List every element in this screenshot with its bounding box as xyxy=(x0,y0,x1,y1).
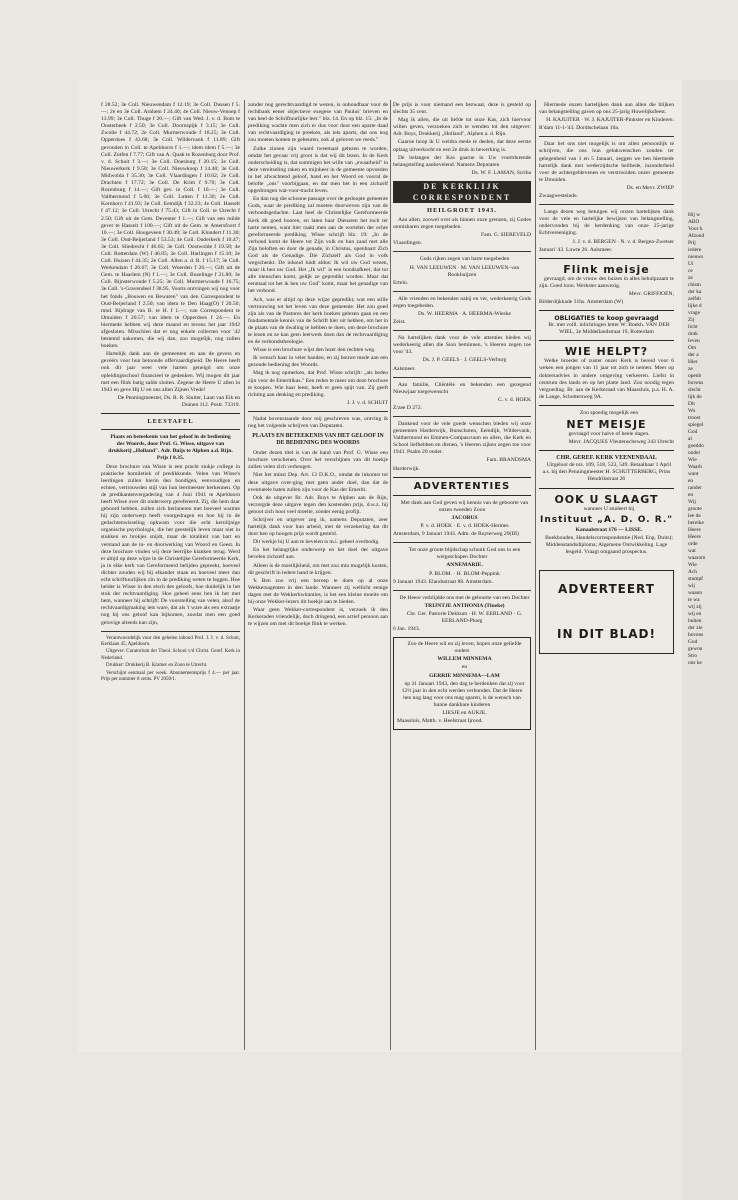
divider xyxy=(539,405,674,406)
notice-place: Maassluis, Matth. v. Heelstraat Ijrood. xyxy=(397,718,483,725)
strip-fragment: wij zij xyxy=(688,604,702,610)
paragraph: Schrijver en uitgever zeg ik, namens Deputaten, zeer hartelijk dank voor hun arbeid, met de verzekering dat dit door hen op hoogen prijs wordt gesteld. xyxy=(248,516,388,538)
divider xyxy=(393,416,531,417)
book-title: Plaats en beteekenis van het geloof in de bediening des Woords, door Prof. G. Wisse, uitgave van drukkerij „Holland". Adr. Buijs te Alphen a.d. Rijn. Prijs f 0.35. xyxy=(108,434,233,462)
wanted-ad-contact: Mevr. GRIFFIOEN, xyxy=(628,290,674,297)
treasurer-signature: De Penningmeester, Ds. R. R. Sluiter, Laan van Eik en Duinen 112. Postr. 73319. xyxy=(117,394,240,408)
strip-fragment: Afzond xyxy=(688,233,705,239)
strip-fragment: want xyxy=(688,471,699,477)
strip-fragment: al xyxy=(688,436,692,442)
strip-fragment: God xyxy=(688,429,698,435)
school-address: Kanaalstraat 176 — LISSE. xyxy=(575,526,643,533)
strip-fragment: vrage xyxy=(688,310,700,316)
paragraph: Mag ik nog opmerken, dat Prof. Wisse schrijft: „als beden zijn voor de Emeritikas." Een reden te meer om deze brochure te koopen. Wie haar leest, heeft er geen spijt van. Zij geeft richting aan denking en prediking. xyxy=(248,370,388,398)
strip-fragment: ons ke xyxy=(688,660,702,666)
greeting-place: Ertelo. xyxy=(393,279,409,286)
strip-fragment: goeddo xyxy=(688,443,704,449)
strip-fragment: bovens xyxy=(688,632,704,638)
greeting: Aan allen, zoowel over als binnen onze grenzen, zij Godes onmisbaren zegen toegebeden. xyxy=(393,217,531,231)
notice-signature: H. KAJUITER · W. J. KAJUITER-Pinkster en Kinderen. xyxy=(546,117,674,124)
greeting: Alle vrienden en bekenden nabij en ver, wederkeerig Gods zegen toegebeden. xyxy=(393,295,531,309)
strip-fragment: leven xyxy=(688,338,700,344)
parents: P. BLOM. · H. BLOM-Peppink xyxy=(429,570,500,577)
strip-fragment: chism xyxy=(688,282,701,288)
paragraph: De prijs is voor niemand een bezwaar, deze is gesteld op slechts 35 cent. xyxy=(393,102,531,116)
strip-fragment: lijke d xyxy=(688,303,702,309)
heilgroet-heading: HEILGROET 1943. xyxy=(427,206,497,214)
greeting-place: Harderwijk. xyxy=(393,465,420,472)
book-review: Deze brochure van Wisse is een pracht stukje college in praktische homiletiek of predikkunde. Velen van Wisse's leerlingen zullen hierin den bondigen, eenvoudigen en echten, vertrouwden stijl van hun leermeester herkennen. Op de predikantenvergadering van 4 Juni 1941 te Apeldoorn heeft Wisse over dit onderwerp gerefereerd. Zij, die hem daar gehoord hebben, zullen zich herinneren met hoeveel warmte hij zijn onderwerp heeft voorgedragen en hoe hij in de gedachtenwisseling opkwam voor die echt kernlijnige organische psychologie, die het geestelijk leven maar niet in stukken en brokjes snijdt, maar de totaliteit van hart en verstand aan de in- en doorwerking van Woord en Geest. In deze brochure vinden wij deze leerrijke klanken terug. Werd er altijd op deze wijze in de Christelijke Gereformeerde Kerk, ja in elke kerk van Gereformeerd belijden gepreekt, hoeveel dichter zouden wij bij elkander staan en hoeveel meer dan echt schriftuurlijken zin in de prediking weten te leggen. Hoe helder is Wisse in den eisch des geloofs, hoe duidelijk in het stuk der rechtvaardiging. Hoe geheel eens ben ik het met hem, wanneer hij schrijft: De voorstelling van velen, alsof de rechtvaardigmaking iets ware, dat als 't ware als een extraatje nog bij ons geloof kan bijkomen, zoodat men een goed gelovige alreeds kan zijn, xyxy=(101,463,240,626)
strip-fragment: bovens xyxy=(688,380,704,386)
column-3 xyxy=(393,102,531,1042)
strip-fragment: orde xyxy=(688,541,698,547)
strip-fragment: der zie xyxy=(688,625,703,631)
greeting-signature: Ds. J. P. GEELS · J. GEELS-Verburg xyxy=(422,357,507,364)
strip-fragment: Zij xyxy=(688,317,695,323)
strip-fragment: wat xyxy=(688,548,696,554)
strip-fragment: waarom xyxy=(688,555,706,561)
paragraph: Ook de uitgever Br. Adr. Buys te Alphen aan de Rijn, verzorgde deze uitgave tegen den kostenden prijs, d.w.z. hij genoot zich hooi veel moeite, zonder eenig profijt. xyxy=(248,494,388,515)
birth-notice: De Heere verblijdde ons met de geboorte van een Dochter xyxy=(399,594,530,601)
strip-fragment: drok xyxy=(688,331,698,337)
notice-date: R'dam 11-1-'43. Dordtschelaan 10a. xyxy=(539,125,620,132)
paragraph: Zulke zinnen zijn waard tweemaal gelezen te worden, omdat het gevaar vrij groot is dat wij dit lezen. In de Kerk onderscheiding is, dat sommigen het wille van „ewaarheid" in deze vereitseling raken en mijnheer in de gemeente opvoeden in het afwachtend geloof, hand en het Woord en vooral de belofte „ons" voorbijgaan, en dat men het in een zichzelf opgedrongen wat-voor-tracht leven. xyxy=(248,145,388,195)
notice-date: 9 Januari 1943. Elandsstraat 88. Amsterdam. xyxy=(393,578,494,585)
greeting-place: Vlaardingen. xyxy=(393,240,423,247)
divider xyxy=(393,377,531,378)
notice-date: Januari '43. Luwte 26. Aalsmeer. xyxy=(539,246,613,253)
strip-fragment: zelfsb xyxy=(688,296,701,302)
notice-place: Zwaagwesteinde. xyxy=(539,193,578,200)
article-title: PLAATS EN BETEEKENIS VAN HET GELOOF IN DE BEDIENING DES WOORDS xyxy=(252,433,384,447)
divider xyxy=(101,631,240,632)
strip-fragment: God xyxy=(688,639,698,645)
strip-fragment: te wa xyxy=(688,597,700,603)
strip-fragment: wij xyxy=(688,583,695,589)
paragraph: Ik wensch haar in veler handen, en zij bouwe mede aan een gezonde bediening des Woords. xyxy=(248,355,388,369)
paragraph: Onder dezen titel is van de hand van Prof. G. Wisse een brochure verschenen. Over het verschijnen van dit boekje zullen velen zich verheugen. xyxy=(248,450,388,471)
wife-name: GERRIE MINNEMA—LAM xyxy=(429,672,500,679)
greeting: Gods rijken zegen van harte toegebeden xyxy=(419,256,510,263)
column-rule-3 xyxy=(535,100,536,1050)
greeting: Dankend voor de vele goede wenschen bieden wij onze gemeenten Harderwijk, Bunschoten, Eemdijk, Wildervank, Valthermond en Emmen-Compascuum en allen, die Kerk en School liefhebben en dienen, 's Heeren zijken zegen toe voor 1943. Psalm 20 onder. xyxy=(393,421,531,456)
strip-fragment: der ka xyxy=(688,289,702,295)
strip-fragment: stumpf xyxy=(688,576,703,582)
greeting: Aan familie, Cliëntèle en bekenden een gezegend Nieuwjaar toegewenscht xyxy=(393,381,531,395)
divider xyxy=(101,413,240,414)
strip-fragment: onder xyxy=(688,450,701,456)
colophon-line: Verschijnt eenmaal per week. Abonnementsprijs f 4.— per jaar. Prijs per nummer 8 cents. PV 2050/1. xyxy=(101,670,240,683)
greeting-signature: C. v. d. HOEK xyxy=(498,396,531,403)
strip-fragment: lijk de xyxy=(688,394,702,400)
strip-fragment: rander xyxy=(688,485,702,491)
greeting-signature: Fam. BRANDSMA xyxy=(486,457,531,464)
strip-fragment: Heere xyxy=(688,534,701,540)
conjunction: en xyxy=(461,664,468,671)
leestafel-heading: LEESTAFEL xyxy=(147,418,194,426)
review-continued: zonder nog gerechtvaardigd te wezen, is onhoudbaar voor de rechtbank eener objectieve exegese van Paulus' brieven en van heel de Schriftuurlijke leer." blz. 14. En op blz. 15: „In de prediking wachte men zich er dus voor door een aparte daad van rechtvaardiging te preeken, als iets aparts, dat ons nog zou moeten komen te gebeuren, ook al geloven we reeds." xyxy=(248,102,388,144)
child-name: TRIJNTJE ANTHONIA (Tineke) xyxy=(424,602,505,609)
strip-fragment: Prij xyxy=(688,240,696,246)
paragraph: Wisse is een brochure wijst den lezer den rechten weg. xyxy=(253,347,376,354)
obligaties-ad-text: Br. met volll. inlichtingen letter W: Boekh. VAN DER WIEL, 2e Middellandstraat 19, Rotterdam xyxy=(548,322,670,336)
collection-list: f 28.52; 3e Coll. Nieuwendam f 12.19; 3e Coll. Dussen f 5.—; 2e en 3e Coll. Arnhem f 24.40; 4e Coll. Nieuw-Vennep f 13.99; 3e Coll. Thuge f 20.—; Gift van Wed. J. v. d. Bom te Oosterbeek f 2.50; 3e Coll. Doornspijk f 3.15; 3e Coll. Zwolle f 44.72; 2e Coll. Murmerwoude f 18.25; 3e Coll. Opperdoes f 43.68; 3e Coll. Wildervank f 11.89; Gift gevonden in Coll. te Apeldoorn f 1.—; idem idem f 5.—; 3e Coll. Zutfen f 7.77; Gift van A. Quak te Rozenburg door Prof. v. d. Schuit f 3.—; 3e Coll. Doesburg f 20.15; 3e Coll. Nieuwerkerk f 9.50; 3e Coll. Nieuwkoop f 14.40; 3e Coll. Midwolda f 35.30; 3e Coll. Vlaardingen f 10.62; 2e Coll. Drachten f 17.72; 3e Coll. De Krim f 9.70; 3e Coll. Rozenburg f 14.—; Gift gev. in Coll. f 10.—; 3e Coll. Valthermond f 5.66; 3e Coll. Lutten f 11.30; 2e Coll. Kornhorn f 41.93; 3e Coll. Eemdijk f 32.23; 4e Coll. Hasselt f 47.12; 3e Coll. Utrecht f 75.43; Gift in Coll. te Utrecht f 2.50; Gift uit de Gem. Deventer f 1.—; Gift van een milde gever te Hasselt f 100.—; Gift uit de Gem. te Amersfoort f 10.—; 3e Coll. Hoogeveen f 30.49; 3e Coll. Klundert f 11.30; 3e Coll. Oud-Beijerland f 53.53; 4e Coll. Ouderkerk f 10.47; 3e Coll. Sliedrecht f 46.65; 3e Coll. Oostwolde f 19.58; 4e Coll. Rotterdam (W) f 46.05; 3e Coll. Harlingen f 15.10; 2e Coll. Huizen f 44.35; 2e Coll. Allen a. d. R. f 15.17; 3e Coll. Werkendam f 26.67; 3e Coll. Woerden f 26.—; Gift uit de Gem. te Haarlem (N) f 1.—; 3e Coll. Bozelinge f 21.80; 3e Coll. Bijnsterwoude f 5.25; 3e Coll. Murmerwoude f 16.75; 3e Coll. 's-Gravendeel f 38.95. Voorts ontvingen wij nog voor het fonds „Bouwen en Bewaren" van den Correspondent te Oud-Beijerland f 2.50; van idem te Den Haag(O) f 20.50; mnd. Bijdrage van B. te H. f 1.—; van Correspondent te IJmuiden f 20.57; van idem te Opperdoes f 24.—. En hiermede hebben wij deze maand en tevens het jaar 1942 afgesloten. Misschien dat er nog enkele collecten voor '42 bestemd nakomen, die wij dan, zoo mogelijk, nog zullen boeken. xyxy=(101,102,240,350)
school-ad-intro: wanneer U studeert bij xyxy=(583,505,635,512)
wanted-ad-title: Flink meisje xyxy=(563,262,650,276)
paragraph: En dan nog die schoone passage over de gedoopte gemeente Gods, waar de prediking zal moeten doorweven zijn van de verbondsgedachte. Laat heel de Christelijke Gereformeerde Kerk dit goed hooren, en laten haar Dienaren het toch ter harte nemen, want hier raakt men aan de wortelen der echte gereformeerde prediking. Wisse schrijft blz. 19: „In de verbond komt de Heere tot Zijn volk en hun zaad met alle Zijn beloften en door de genade, in Christus, openbaart Zich God als de Genadige. Die Zichzelf als God in volk wegschenkt. De inhoud luidt aldus: Ik wil uw God wezen, maar ik ben uw God. Het „Ik wil" is een bondsafkeer, dat tot alle menschen komt, gelijk ze gepredikt worden. Maar dat eenmaal tot het ik ben uw God" komt, maar het genadige van het verbond. xyxy=(248,196,388,295)
husband-name: WILLEM MINNEMA xyxy=(437,656,492,663)
divider xyxy=(393,495,531,496)
school-ad-title: OOK U SLAAGT xyxy=(554,492,659,506)
strip-fragment: Heere xyxy=(688,527,701,533)
help-ad-title: WIE HELPT? xyxy=(564,345,649,359)
strip-fragment: wij en xyxy=(688,611,702,617)
strip-fragment: Wie xyxy=(688,562,697,568)
strip-fragment: waann xyxy=(688,590,703,596)
paragraph: Gaarne hoop ik U weldra mede te deelen, dat deze eerste oplaag uitverkocht en een 2e druk in bewerking is. xyxy=(393,139,531,153)
children-names: LIESJE en AUKJE. xyxy=(442,710,487,716)
strip-fragment: openb xyxy=(688,373,702,379)
paragraph: Mag ik allen, die uit liefde tot onze Kas, zich hiervoor willen geven, verzoeken zich te wenden tot den uitgever: Adr. Buys, Drukkerij „Holland", Alphen a. d. Rijn. xyxy=(393,117,531,138)
divider xyxy=(539,310,674,311)
church-ad-text: Uitgeloot de nrs. 109, 518, 523, 549. Betaalbaar 1 April a.s. bij den Penningmeester H. SCHUTTERBERG, Prins Hendrikstraat 26 xyxy=(542,462,672,483)
greeting-place: Aalsmeer. xyxy=(393,365,416,372)
maid-ad-intro: Zoo spoedig mogelijk een xyxy=(579,409,639,416)
birth-notice: Tot onze groote blijdschap schonk God ons in een welgeschapen Dochter xyxy=(408,547,521,561)
column-2 xyxy=(248,102,388,1042)
strip-fragment: Wij xyxy=(688,499,696,505)
advertise-box xyxy=(539,570,674,654)
notice-signature: Ds. en Mevr. ZWIEP xyxy=(626,184,674,191)
notice-date: 6 Jan. 1943. xyxy=(393,626,421,633)
strip-fragment: iedere xyxy=(688,247,702,253)
strip-fragment: slecht xyxy=(688,387,701,393)
colophon-line: Drukker: Drukkerij B. Kramer en Zoon te Utrecht. xyxy=(106,663,208,669)
colophon-line: Uitgever: Curatorium der Theol. School v/d Christ. Geref. Kerk in Nederland. xyxy=(101,649,240,661)
advertise-line-1: ADVERTEERT xyxy=(558,582,655,597)
wanted-ad-text: gevraagd, om de vrouw des huizes in alles behulpzaam te zijn. Goed loon. Werkster aanwezig. xyxy=(539,275,674,289)
parents: P. v. d. HOEK · E. v. d. HOEK-Hermes xyxy=(420,523,509,530)
divider xyxy=(539,450,674,451)
birth-notice: Met dank aan God geven wij kennis van de geboorte van onzen tweeden Zoon xyxy=(400,499,529,513)
strip-fragment: ze xyxy=(688,275,693,281)
divider xyxy=(393,590,531,591)
strip-fragment: gewon xyxy=(688,646,703,652)
column-4 xyxy=(539,102,674,1042)
reviewer-signature: J. J. v. d. SCHUIT xyxy=(347,399,388,406)
church-ad-title: CHR. GEREF. KERK VEENENDAAL xyxy=(556,455,657,462)
strip-fragment: Ach xyxy=(688,569,697,575)
strip-fragment: groote xyxy=(688,506,702,512)
divider xyxy=(393,251,531,252)
maid-ad-contact: Mevr. JACQUES Vleutenscheweg 343 Utrecht xyxy=(568,439,674,446)
strip-fragment: Waarh xyxy=(688,464,702,470)
strip-fragment: bereike xyxy=(688,520,704,526)
notice-date: Amsterdam, 9 Januari 1943. Adm. de Ruyterweg 29(III) xyxy=(393,531,519,538)
strip-fragment: Stro xyxy=(688,653,697,659)
divider xyxy=(393,330,531,331)
strip-fragment: Ui xyxy=(688,261,694,267)
divider xyxy=(393,291,531,292)
divider xyxy=(393,477,531,478)
section-banner: DE KERKLIJK CORRESPONDENT xyxy=(393,181,531,203)
next-page-strip xyxy=(682,80,738,1200)
strip-fragment: troost xyxy=(688,415,701,421)
paragraph: Waar geen Wekker-correspondent is, verzoek ik den Kerkeraden vriendelijk, doch dringend, een actief persoon aan te wijzen om met dit boekje flink te werken. xyxy=(248,607,388,628)
strip-fragment: ABO xyxy=(688,219,700,225)
strip-fragment: Voor h xyxy=(688,226,703,232)
divider xyxy=(539,136,674,137)
strip-fragment: spiegel xyxy=(688,422,704,428)
school-ad-text: Boekhouden, Handelscorrespondentie (Ned. Eng. Duits); Middenstandsdiploma; Algemene Ontwikkeling. Lage lesgeld. Vraagt omgaand prospectus. xyxy=(545,534,673,555)
strip-fragment: Om xyxy=(688,345,697,351)
advertise-line-2: IN DIT BLAD! xyxy=(557,627,656,642)
greeting-signature: H. VAN LEEUWEN · M. VAN LEEUWEN–van Rookhuijzen xyxy=(409,264,520,278)
divider xyxy=(248,411,388,412)
school-name: Instituut „A. D. O. R." xyxy=(540,514,673,525)
strip-fragment: Wo xyxy=(688,408,696,414)
strip-fragment: ze xyxy=(688,366,693,372)
thanks-notice: Hiermede onzen hartelijken dank aan allen die blijken van belangstelling gaven op ons 25-jarig Huwelijksfeest. xyxy=(539,102,674,116)
strip-fragment: Dit xyxy=(688,401,695,407)
strip-fragment: ce xyxy=(688,268,693,274)
anniversary-notice xyxy=(393,637,531,730)
scriba-signature: Ds. W. F. LAMAN, Scriba xyxy=(471,169,531,176)
paragraph: Niet het minst Dep. Art. 13 D.K.O., omdat de inkomst tot deze uitgave over-ging met geen ander doel, dan dat de eventueele baten zullen zijn voor de Kas der Emeriti. xyxy=(248,472,388,493)
strip-fragment: en xyxy=(688,492,694,498)
strip-fragment: lee de xyxy=(688,513,701,519)
obligaties-ad-title: OBLIGATIES te koop gevraagd xyxy=(554,315,659,323)
greeting: Na hartelijken dank voor de vele attenties bieden wij wederkeerig allen die Sion beminnen, 's Heeren zegen toe voor '43. xyxy=(393,335,531,356)
anniversary-text: op 31 Januari 1943, den dag te herdenken dat zij voor 12½ jaar in den echt werden verbonden. Dat de Heere hen nog lang voor ons mag sparen, is de wensch van hunne dankbare kinderen xyxy=(401,680,525,708)
column-rule-2 xyxy=(390,100,391,1050)
notice-signature: J. J. v. d. BERGEN · N. v. d. Bergen-Zwetser xyxy=(572,238,674,245)
divider xyxy=(539,340,674,341)
strip-fragment: nieuws xyxy=(688,254,704,260)
greeting-place: Zeist. xyxy=(393,319,406,326)
divider xyxy=(539,258,674,259)
greeting-signature: Ds. W. HEERMA · A. HEERMA-Wieske xyxy=(418,310,511,317)
strip-fragment: en xyxy=(688,478,694,484)
child-name: ANNEMARIE. xyxy=(446,562,483,569)
paragraph: Alleen is de moeilijkheid, om met zoo min mogelijk kosten, dit geschrift in iedere hand te krijgen. xyxy=(248,562,388,576)
strip-fragment: Wie xyxy=(688,457,697,463)
thanks-notice: Langs dezen weg betuigen wij onzen hartelijken dank voor de vele en hartelijke bewijzen van belangstelling, ondervonden bij de herdenking van onze 25-jarige Echtvereeniging. xyxy=(539,209,674,237)
spacer xyxy=(543,596,670,628)
advertenties-heading: ADVERTENTIES xyxy=(413,480,511,492)
editor-note: Nadat bovenstaande door mij geschreven was, ontving ik nog het volgende schrijven van Deputaten. xyxy=(248,415,388,430)
strip-fragment: der a xyxy=(688,352,699,358)
help-ad-text: Welke broeder of zuster onzer Kerk is bereid voor 6 weken een jongen van 11 jaar tot zich te nemen. Meer op doktersadvies in andere omgeving verkeeren. Liefst in centrum des lands en op het platte land. Zoo noodig tegen vergoeding. Br. aan de Kerkeraad van Maassluis, p.a. H. A. de Lange, Schuttersweg 9A. xyxy=(539,358,674,400)
column-rule-1 xyxy=(244,100,245,1050)
maid-ad-title: NET MEISJE xyxy=(566,418,647,431)
anniversary-intro: Zoo de Heere wil en zij leven, hopen onze geliefde ouders xyxy=(407,641,522,655)
thanks-paragraph: Hartelijk dank aan de gemeenten en aan de gevers en gevéérs voor hun betoonde offervaardigheid. De Heere heeft ook dit jaar weer vele harten geneigd om onze opleidingsschool financieel te gedenken. Wij mogen dit jaar met een flink batig saldo sluiten. Zegene de Heere U allen in 1943 en geve Hij U en ons allen Zijnen Vrede! xyxy=(101,351,240,393)
paragraph: Ach, was er altijd op deze wijze gepredikt, wat een stille vertrouwing tot het leven van deze gemeente. Het zou goed zijn als van de Pastores der kerk boeken gelezen gaan en een fundamentale kennis van de Schrift hier uit hebben, om het in de plaats van de dwaling te hebben te doen, om deze brochure te lezen en ze kan geen leerwerk doen dan de rechtvaardiging en de verbondstheologie. xyxy=(248,296,388,346)
colophon-line: Verantwoordelijk voor den gehelen inhoud Prof. J. J. v. d. Schuit, Kerklaan 45, Apeldoorn. xyxy=(101,635,240,648)
column-1 xyxy=(101,102,240,1042)
colophon xyxy=(101,636,240,684)
wanted-ad-address: Bilderdijkkade 31hs. Amsterdam (W) xyxy=(539,298,624,305)
divider xyxy=(101,429,240,430)
greeting-place: Z/zee D 272. xyxy=(393,404,423,411)
maid-ad-text: gevraagd voor halve of heele dagen. xyxy=(568,431,650,437)
strip-fragment: Hij w xyxy=(688,212,701,218)
paragraph: 'k Ben zoo vrij een beroep te doen op al onze Wekkersagenten in den lande. Wanneer zij wellicht eenige dagen met de Wekkerkwitanties, is het een kleine moeite om bij onze Wekker-lezers dit boekje aan te bieden. xyxy=(248,577,388,605)
paragraph: De belangen der Kas gaarne in Uw voortdurende belangstelling aanbevelend. Namens Deputaten xyxy=(393,154,531,168)
divider xyxy=(539,204,674,205)
strip-fragment: Hier xyxy=(688,359,698,365)
strip-fragment: licht xyxy=(688,324,698,330)
parents: Chr. Ger. Pastorie Dekkum · H. W. EERLAND · G. EERLAND-Ploeg xyxy=(406,610,523,624)
child-name: JACOBUS xyxy=(451,514,478,521)
paragraph: En het belangrijke onderwerp en het doel der uitgave bevelen zichzelf aan. xyxy=(248,547,388,561)
paragraph: Dit werkje bij U aan te bevelen is m.i. geheel overbodig. xyxy=(253,539,380,546)
strip-fragment: buiten xyxy=(688,618,702,624)
divider xyxy=(539,488,674,489)
divider xyxy=(393,542,531,543)
greeting-signature: Fam. G. SIEREVELD xyxy=(480,232,531,239)
thanks-notice: Daar het ons niet mogelijk is om allen persoonlijk te schrijven, die ons hun gelukwenschen zonden ter gelegenheid van 1 en 5 Januari, zeggen we hen hiermede hartelijk dank met wederzijdsche heilbede, inzonderheid voor de achtergeblevenen en verstrooiden onzer gemeente te IJmuiden. xyxy=(539,141,674,183)
